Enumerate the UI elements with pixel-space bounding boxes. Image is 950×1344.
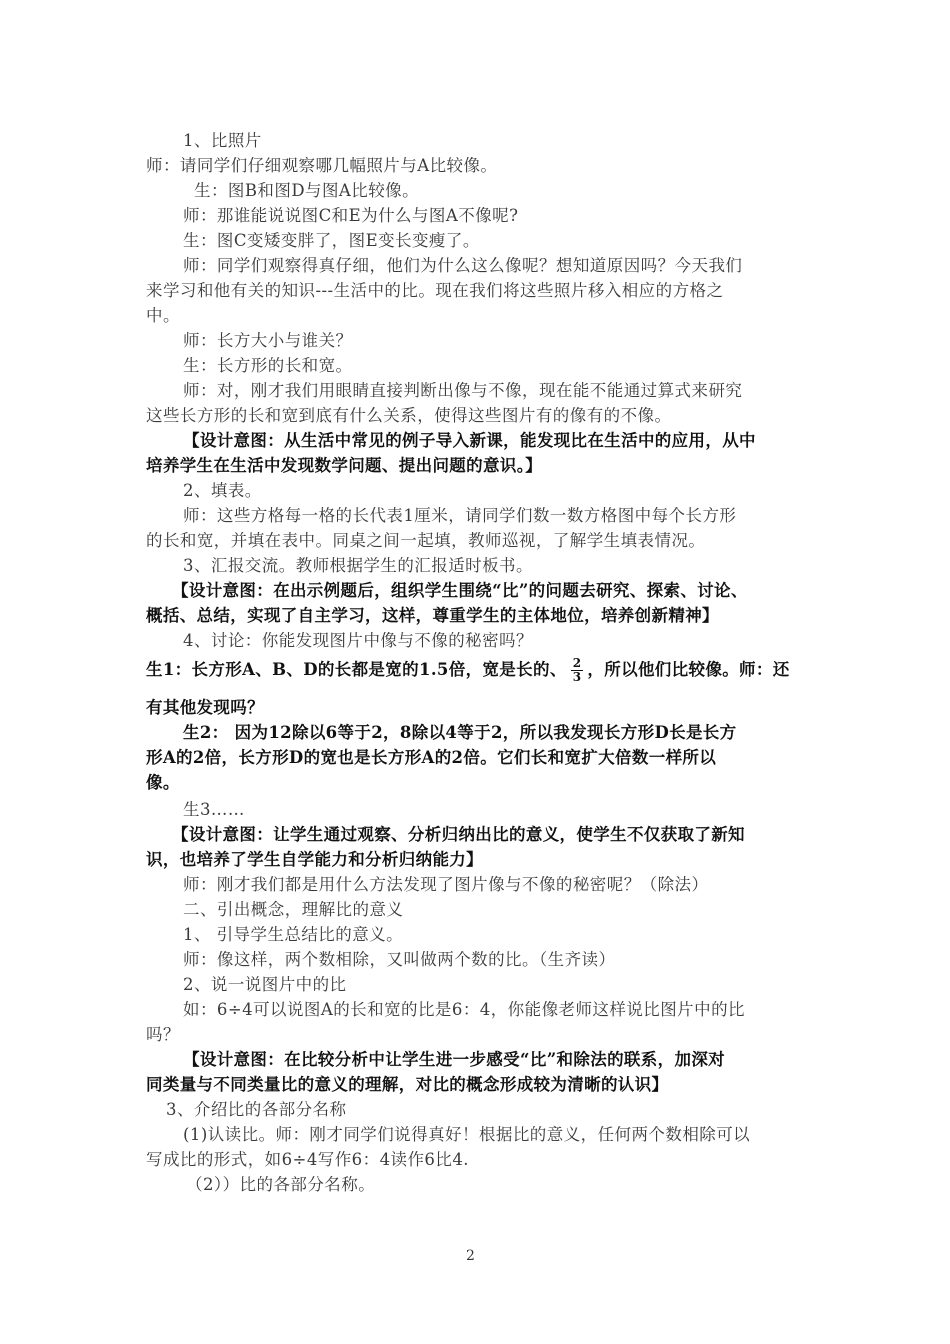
text-line: 形A的2倍，长方形D的宽也是长方形A的2倍。它们长和宽扩大倍数一样所以 — [146, 748, 717, 767]
design-intent-line: 【设计意图：在比较分析中让学生进一步感受“比”和除法的联系，加深对 — [183, 1050, 726, 1069]
design-intent-line: 同类量与不同类量比的意义的理解，对比的概念形成较为清晰的认识】 — [146, 1075, 669, 1094]
text-line: 1、比照片 — [183, 131, 262, 150]
text-line: 中。 — [146, 306, 180, 325]
design-intent-line: 【设计意图：让学生通过观察、分析归纳出比的意义，使学生不仅获取了新知 — [172, 825, 745, 844]
text-line: 吗？ — [146, 1025, 180, 1044]
text-line: 师：对，刚才我们用眼睛直接判断出像与不像，现在能不能通过算式来研究 — [183, 381, 743, 400]
text-line: 3、汇报交流。教师根据学生的汇报适时板书。 — [183, 556, 533, 575]
text-line: 写成比的形式，如6÷4写作6：4读作6比4. — [146, 1150, 469, 1169]
text-line: 1、 引导学生总结比的意义。 — [183, 925, 404, 944]
fraction-numerator: 2 — [572, 656, 582, 670]
text-line: 4、讨论：你能发现图片中像与不像的秘密吗？ — [183, 631, 533, 650]
text-line: 这些长方形的长和宽到底有什么关系，使得这些图片有的像有的不像。 — [146, 406, 672, 425]
fraction-denominator: 3 — [572, 670, 582, 684]
page-number: 2 — [466, 1248, 475, 1264]
text-segment: 生1：长方形A、B、D的长都是宽的1.5倍，宽是长的、 — [146, 660, 567, 679]
design-intent-line: 识，也培养了学生自学能力和分析归纳能力】 — [146, 850, 483, 869]
text-line: 师：像这样，两个数相除，又叫做两个数的比。（生齐读） — [183, 950, 616, 969]
text-line: 师：请同学们仔细观察哪几幅照片与A比较像。 — [146, 156, 498, 175]
text-line: 师：同学们观察得真仔细，他们为什么这么像呢？想知道原因吗？今天我们 — [183, 256, 743, 275]
text-line: 生：长方形的长和宽。 — [183, 356, 353, 375]
design-intent-line: 概括、总结，实现了自主学习，这样，尊重学生的主体地位，培养创新精神】 — [146, 606, 719, 625]
text-line: 师：这些方格每一格的长代表1厘米，请同学们数一数方格图中每个长方形 — [183, 506, 737, 525]
text-line: 师：刚才我们都是用什么方法发现了图片像与不像的秘密呢？（除法） — [183, 875, 709, 894]
text-line: 生：图C变矮变胖了，图E变长变瘦了。 — [183, 231, 480, 250]
text-line: 生2： 因为12除以6等于2，8除以4等于2，所以我发现长方形D长是长方 — [183, 723, 737, 742]
text-segment: ，所以他们比较像。师：还 — [587, 660, 790, 679]
text-line: 有其他发现吗？ — [146, 698, 264, 717]
text-line: 二、引出概念，理解比的意义 — [183, 900, 404, 919]
text-line: 如：6÷4可以说图A的长和宽的比是6：4，你能像老师这样说比图片中的比 — [183, 1000, 745, 1019]
fraction — [571, 657, 584, 684]
text-line: 生3…… — [183, 800, 245, 819]
text-line: 像。 — [146, 773, 180, 792]
design-intent-line: 培养学生在生活中发现数学问题、提出问题的意识。】 — [146, 456, 543, 475]
text-line: (1)认读比。师：刚才同学们说得真好！根据比的意义，任何两个数相除可以 — [183, 1125, 751, 1144]
text-line: 的长和宽，并填在表中。同桌之间一起填，教师巡视，了解学生填表情况。 — [146, 531, 706, 550]
text-line: （2））比的各部分名称。 — [186, 1175, 376, 1194]
text-line: 生：图B和图D与图A比较像。 — [194, 181, 420, 200]
text-line: 2、填表。 — [183, 481, 262, 500]
text-line: 师：那谁能说说图C和E为什么与图A不像呢? — [183, 206, 519, 225]
text-line: 来学习和他有关的知识---生活中的比。现在我们将这些照片移入相应的方格之 — [146, 281, 724, 300]
text-line: 2、说一说图片中的比 — [183, 975, 347, 994]
text-line-with-fraction — [146, 657, 790, 684]
text-line: 3、介绍比的各部分名称 — [166, 1100, 347, 1119]
design-intent-line: 【设计意图：在出示例题后，组织学生围绕“比”的问题去研究、探索、讨论、 — [172, 581, 748, 600]
design-intent-line: 【设计意图：从生活中常见的例子导入新课，能发现比在生活中的应用，从中 — [183, 431, 756, 450]
text-line: 师：长方大小与谁关？ — [183, 331, 353, 350]
